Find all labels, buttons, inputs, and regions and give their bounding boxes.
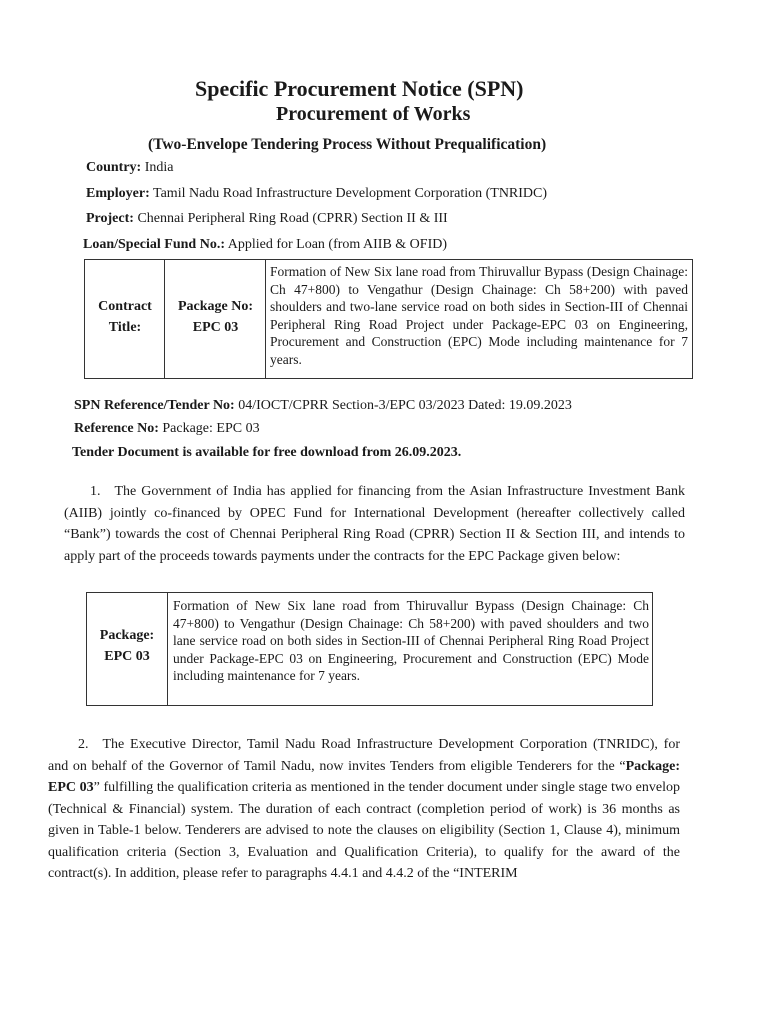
paragraph-2-package: Package: EPC 03	[48, 758, 680, 795]
package-label: Package: EPC 03	[99, 628, 155, 664]
country-line	[86, 160, 174, 176]
spn-reference-line	[74, 398, 572, 414]
tendering-process: (Two-Envelope Tendering Process Without Prequalification)	[148, 136, 547, 153]
employer-value: Tamil Nadu Road Infrastructure Development Corporation (TNRIDC)	[153, 186, 548, 201]
loan-line	[83, 237, 447, 253]
loan-value: Applied for Loan (from AIIB & OFID)	[227, 237, 448, 252]
employer-label: Employer:	[86, 186, 150, 201]
contract-description: Formation of New Six lane road from Thiruvallur Bypass (Design Chainage: Ch 47+800) to Vengathur (Design Chainage: Ch 58+200) with paved shoulders and two-lane service road on both sides in Section-III of Chennai Peripheral Ring Road Project under Package-EPC 03 on Engineering, Procurement and Construction (EPC) Mode including maintenance for 7 years.	[270, 264, 688, 367]
reference-no-line	[74, 421, 260, 437]
country-value: India	[144, 160, 174, 175]
contract-title-label: Contract Title:	[98, 299, 152, 335]
country-label: Country:	[86, 160, 142, 175]
table-divider	[265, 260, 266, 378]
project-value: Chennai Peripheral Ring Road (CPRR) Section II & III	[137, 211, 448, 226]
package-table	[86, 592, 653, 706]
spn-reference-value: 04/IOCT/CPRR Section-3/EPC 03/2023 Dated: 19.09.2023	[238, 398, 572, 413]
project-line	[86, 211, 448, 227]
project-label: Project:	[86, 211, 134, 226]
reference-no-value: Package: EPC 03	[162, 421, 260, 436]
loan-label: Loan/Special Fund No.:	[83, 237, 225, 252]
paragraph-2	[48, 734, 680, 885]
table-divider	[167, 593, 168, 705]
package-description: Formation of New Six lane road from Thiruvallur Bypass (Design Chainage: Ch 47+800) to Vengathur (Design Chainage: Ch 58+200) with paved shoulders and two lane service road on both sides in Section-III of Chennai Peripheral Ring Road Project under Package-EPC 03 on Engineering, Procurement and Construction (EPC) Mode including maintenance for 7 years.	[173, 598, 649, 683]
employer-line	[86, 186, 547, 202]
reference-no-label: Reference No:	[74, 421, 159, 436]
table-divider	[164, 260, 165, 378]
paragraph-2-lead: 2. The Executive Director, Tamil Nadu Road Infrastructure Development Corporation (TNRIDC), for and on behalf of the Governor of Tamil Nadu, now invites Tenders from eligible Tenderers for the “	[48, 737, 680, 774]
contract-table	[84, 259, 693, 379]
notice-subtitle: Procurement of Works	[276, 103, 471, 125]
spn-reference-label: SPN Reference/Tender No:	[74, 398, 235, 413]
paragraph-2-rest: ” fulfilling the qualification criteria as mentioned in the tender document under single stage two envelop (Technical & Financial) system. The duration of each contract (completion period of work) is 36 months as given in Table-1 below. Tenderers are advised to note the clauses on eligibility (Section 1, Clause 4), minimum qualification criteria (Section 3, Evaluation and Qualification Criteria), to qualify for the award of the contract(s). In addition, please refer to paragraphs 4.4.1 and 4.4.2 of the “INTERIM	[48, 780, 680, 881]
tender-availability: Tender Document is available for free download from 26.09.2023.	[72, 445, 462, 460]
notice-title: Specific Procurement Notice (SPN)	[195, 76, 524, 101]
package-no-label: Package No: EPC 03	[177, 299, 254, 335]
paragraph-1: 1. The Government of India has applied for financing from the Asian Infrastructure Investment Bank (AIIB) jointly co-financed by OPEC Fund for International Development (hereafter collectively called “Bank”) towards the cost of Chennai Peripheral Ring Road (CPRR) Section II & Section III, and intends to apply part of the proceeds towards payments under the contracts for the EPC Package given below:	[64, 484, 685, 564]
